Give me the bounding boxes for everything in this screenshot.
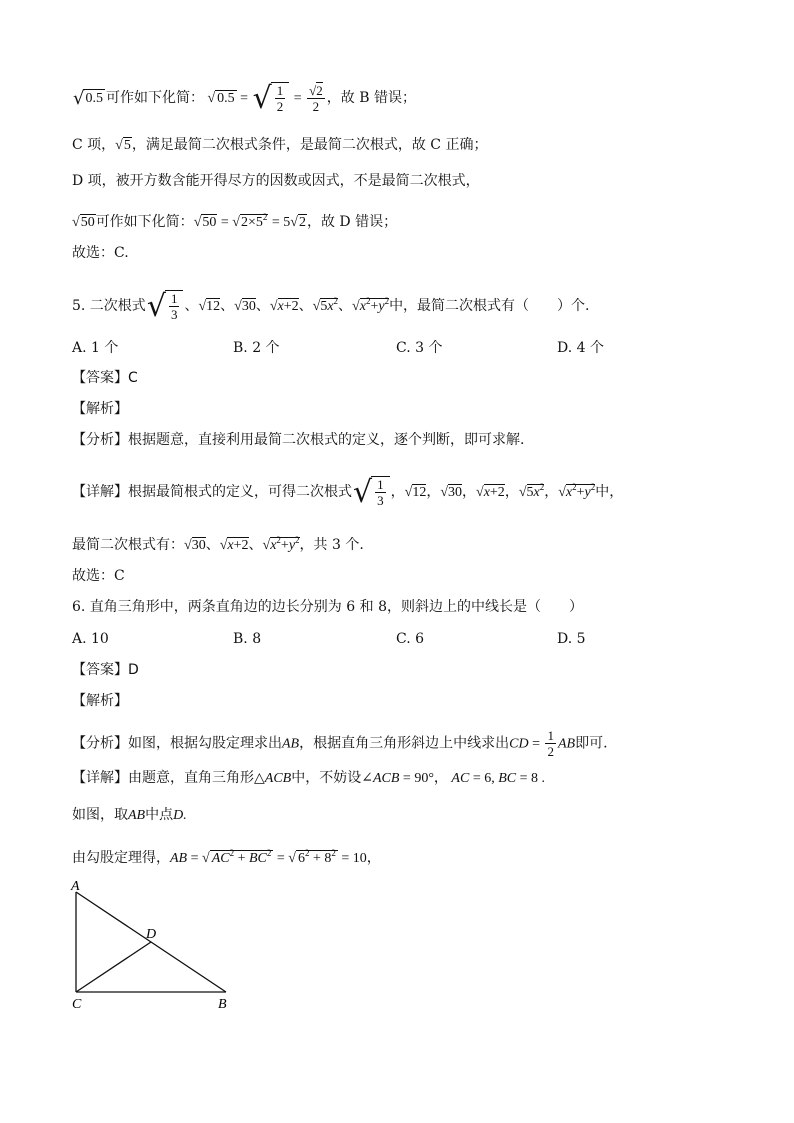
label-d: D [146,927,157,942]
fraction: $\frac{√2}{2}$ [309,82,323,114]
question-5-stem: 5. 二次根式 √ $\frac{1}{3}$ 、√12、√30、√x+2、$√5x^2$、$√x^2+y^2$中，最简二次根式有（ ）个. [72,289,590,324]
line-sqrt50: √50可作如下化简：$√50 = √2\times 5^2 = 5√2$，故 D 错误； [72,212,398,230]
q5-result: 最简二次根式有：√30、√x+2、$√x^2+y^2$，共 3 个. [72,535,364,553]
line-item-d: D 项，被开方数含能开得尽方的因数或因式，不是最简二次根式， [72,173,480,189]
q6-fenxi: 【分析】如图，根据勾股定理求出AB，根据直角三角形斜边上中线求出CD = $\frac{1}{2}$ AB即可. [72,728,608,759]
q6-jiexi: 【解析】 [72,693,128,709]
sqrt-expr: √ 0.5 [73,87,103,109]
q5-option-d: D. 4 个 [557,340,604,356]
q6-answer: 【答案】D [72,662,139,678]
line-item-c: C 项，√5，满足最简二次根式条件，是最简二次根式，故 C 正确； [72,137,488,153]
label-c: C [72,997,82,1012]
q6-xiangjie: 【详解】由题意，直角三角形△ACB中，不妨设∠ACB = 90°， AC = 6, BC = 8 . [72,770,546,786]
line-sqrt05: √ 0.5 可作如下化简： √ 0.5 = √ $\frac{1}{2}$ = $\frac{√2}{2}$ ，故 B 错误； [73,81,416,116]
q5-jiexi: 【解析】 [72,401,128,417]
q5-answer: 【答案】C [72,370,138,386]
q5-option-b: B. 2 个 [233,340,280,356]
q6-option-a: A. 10 [72,631,109,647]
label-a: A [71,879,80,894]
triangle-figure [66,878,266,1018]
q5-option-a: A. 1 个 [72,340,119,356]
q5-choose: 故选：C [72,568,125,584]
q6-pythagoras: 由勾股定理得，AB = √ $AC^2 + BC^2$ = √ $6^2 + 8^2 = 10$， [72,848,381,866]
question-6-stem: 6. 直角三角形中，两条直角边的边长分别为 6 和 8，则斜边上的中线长是（ ） [72,599,583,615]
q6-option-b: B. 8 [233,631,262,647]
q6-take-midpoint: 如图，取AB中点D. [72,807,187,823]
q6-option-d: D. 5 [557,631,586,647]
choose-line: 故选：C. [72,245,129,261]
q5-fenxi: 【分析】根据题意，直接利用最简二次根式的定义，逐个判断，即可求解. [72,432,525,448]
q6-option-c: C. 6 [396,631,425,647]
q5-option-c: C. 3 个 [396,340,443,356]
q5-xiangjie: 【详解】根据最简根式的定义，可得二次根式 √ $\frac{1}{3}$ ，√12，√30，√x+2，$√5x^2$，$√x^2+y^2$中， [72,475,624,510]
sqrt-frac: √ $\frac{1}{2}$ [253,82,290,114]
label-b: B [218,997,227,1012]
median-cd [76,942,151,992]
